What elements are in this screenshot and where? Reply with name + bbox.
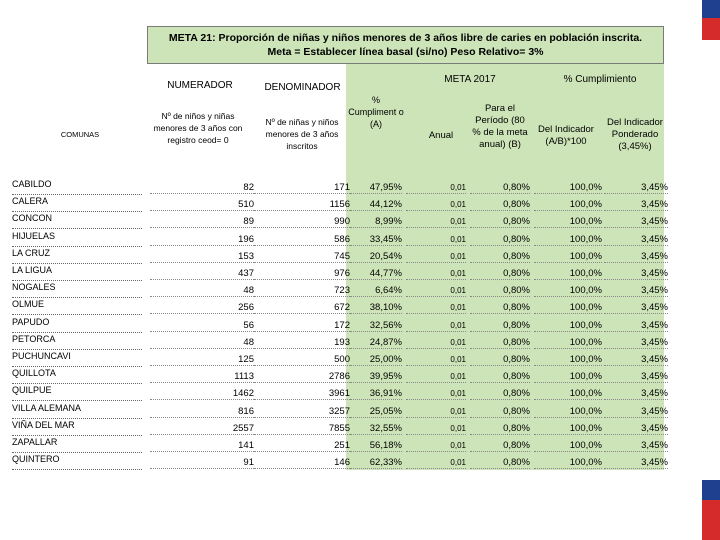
cell-meta-anual: 0,01: [406, 401, 466, 418]
cell-pct-cumplimiento: 20,54%: [350, 246, 402, 263]
cell-denominador: 586: [254, 229, 350, 246]
row-comuna: VILLA ALEMANA: [12, 401, 142, 419]
cell-del-indicador: 100,0%: [534, 315, 602, 332]
flag-red-bottom: [702, 500, 720, 540]
cell-meta-periodo: 0,80%: [470, 211, 530, 228]
cell-denominador: 976: [254, 263, 350, 280]
cell-del-indicador: 100,0%: [534, 452, 602, 469]
cell-del-indicador: 100,0%: [534, 401, 602, 418]
cell-meta-periodo: 0,80%: [470, 349, 530, 366]
row-comuna: QUILPUE: [12, 383, 142, 401]
cell-del-indicador-ponderado: 3,45%: [604, 194, 668, 211]
cell-denominador: 723: [254, 280, 350, 297]
cell-meta-periodo: 0,80%: [470, 229, 530, 246]
cell-pct-cumplimiento: 25,00%: [350, 349, 402, 366]
row-comuna: LA LIGUA: [12, 263, 142, 281]
cell-pct-cumplimiento: 56,18%: [350, 435, 402, 452]
cell-denominador: 3257: [254, 401, 350, 418]
cell-numerador: 816: [150, 401, 254, 418]
cell-pct-cumplimiento: 38,10%: [350, 297, 402, 314]
cell-meta-periodo: 0,80%: [470, 315, 530, 332]
cell-denominador: 172: [254, 315, 350, 332]
cell-meta-anual: 0,01: [406, 315, 466, 332]
cell-pct-cumplimiento: 44,12%: [350, 194, 402, 211]
cell-numerador: 153: [150, 246, 254, 263]
cell-pct-cumplimiento: 39,95%: [350, 366, 402, 383]
row-comuna: QUINTERO: [12, 452, 142, 470]
cell-meta-periodo: 0,80%: [470, 297, 530, 314]
cell-meta-periodo: 0,80%: [470, 263, 530, 280]
row-comuna: PETORCA: [12, 332, 142, 350]
cell-numerador: 2557: [150, 418, 254, 435]
cell-pct-cumplimiento: 25,05%: [350, 401, 402, 418]
cell-pct-cumplimiento: 33,45%: [350, 229, 402, 246]
cell-del-indicador: 100,0%: [534, 177, 602, 194]
cell-meta-periodo: 0,80%: [470, 452, 530, 469]
cell-meta-periodo: 0,80%: [470, 194, 530, 211]
cell-numerador: 48: [150, 332, 254, 349]
cell-del-indicador: 100,0%: [534, 332, 602, 349]
cell-numerador: 125: [150, 349, 254, 366]
cell-meta-anual: 0,01: [406, 297, 466, 314]
cell-meta-anual: 0,01: [406, 332, 466, 349]
row-comuna: CONCON: [12, 211, 142, 229]
cell-meta-periodo: 0,80%: [470, 383, 530, 400]
cell-meta-anual: 0,01: [406, 229, 466, 246]
header-periodo: Para el Período (80 % de la meta anual) (B): [472, 103, 528, 150]
cell-denominador: 193: [254, 332, 350, 349]
table-title: [147, 26, 664, 64]
title-line-2: Meta = Establecer línea basal (si/no) Peso Relativo= 3%: [267, 46, 544, 58]
cell-meta-periodo: 0,80%: [470, 435, 530, 452]
cell-numerador: 89: [150, 211, 254, 228]
cell-numerador: 256: [150, 297, 254, 314]
cell-denominador: 251: [254, 435, 350, 452]
flag-blue-top: [702, 0, 720, 18]
cell-del-indicador-ponderado: 3,45%: [604, 211, 668, 228]
cell-meta-anual: 0,01: [406, 211, 466, 228]
cell-meta-periodo: 0,80%: [470, 280, 530, 297]
cell-del-indicador-ponderado: 3,45%: [604, 349, 668, 366]
cell-pct-cumplimiento: 32,55%: [350, 418, 402, 435]
cell-meta-anual: 0,01: [406, 418, 466, 435]
row-comuna: ZAPALLAR: [12, 435, 142, 453]
cell-del-indicador-ponderado: 3,45%: [604, 452, 668, 469]
cell-denominador: 7855: [254, 418, 350, 435]
row-comuna: OLMUE: [12, 297, 142, 315]
header-cumplimiento: % Cumplimiento: [563, 74, 637, 85]
cell-meta-periodo: 0,80%: [470, 332, 530, 349]
cell-meta-anual: 0,01: [406, 194, 466, 211]
cell-del-indicador-ponderado: 3,45%: [604, 418, 668, 435]
row-comuna: CALERA: [12, 194, 142, 212]
cell-pct-cumplimiento: 32,56%: [350, 315, 402, 332]
cell-meta-periodo: 0,80%: [470, 401, 530, 418]
cell-meta-anual: 0,01: [406, 383, 466, 400]
flag-red-top: [702, 18, 720, 40]
row-comuna: CABILDO: [12, 177, 142, 195]
cell-numerador: 437: [150, 263, 254, 280]
cell-del-indicador: 100,0%: [534, 194, 602, 211]
cell-meta-anual: 0,01: [406, 246, 466, 263]
row-comuna: PUCHUNCAVI: [12, 349, 142, 367]
cell-meta-anual: 0,01: [406, 452, 466, 469]
cell-del-indicador-ponderado: 3,45%: [604, 229, 668, 246]
cell-pct-cumplimiento: 62,33%: [350, 452, 402, 469]
cell-numerador: 1113: [150, 366, 254, 383]
cell-denominador: 171: [254, 177, 350, 194]
cell-denominador: 672: [254, 297, 350, 314]
cell-meta-anual: 0,01: [406, 349, 466, 366]
cell-pct-cumplimiento: 24,87%: [350, 332, 402, 349]
cell-denominador: 3961: [254, 383, 350, 400]
cell-meta-periodo: 0,80%: [470, 366, 530, 383]
header-num-desc: Nº de niños y niñas menores de 3 años con registro ceod= 0: [153, 111, 243, 145]
cell-del-indicador-ponderado: 3,45%: [604, 332, 668, 349]
cell-meta-anual: 0,01: [406, 280, 466, 297]
header-meta: META 2017: [444, 74, 496, 85]
cell-del-indicador: 100,0%: [534, 297, 602, 314]
row-comuna: LA CRUZ: [12, 246, 142, 264]
cell-denominador: 2786: [254, 366, 350, 383]
header-pct: % Cumpliment o (A): [348, 95, 404, 129]
cell-numerador: 1462: [150, 383, 254, 400]
cell-del-indicador-ponderado: 3,45%: [604, 401, 668, 418]
cell-meta-anual: 0,01: [406, 177, 466, 194]
cell-numerador: 56: [150, 315, 254, 332]
header-del-indicador: Del Indicador (A/B)*100: [538, 124, 594, 147]
header-denominador: DENOMINADOR: [264, 82, 341, 93]
cell-pct-cumplimiento: 47,95%: [350, 177, 402, 194]
cell-del-indicador: 100,0%: [534, 229, 602, 246]
cell-numerador: 510: [150, 194, 254, 211]
header-den-desc: Nº de niñas y niños menores de 3 años inscritos: [265, 117, 339, 151]
cell-meta-anual: 0,01: [406, 366, 466, 383]
cell-meta-anual: 0,01: [406, 263, 466, 280]
cell-del-indicador-ponderado: 3,45%: [604, 280, 668, 297]
cell-del-indicador-ponderado: 3,45%: [604, 177, 668, 194]
cell-del-indicador: 100,0%: [534, 349, 602, 366]
cell-del-indicador: 100,0%: [534, 211, 602, 228]
cell-denominador: 500: [254, 349, 350, 366]
cell-numerador: 141: [150, 435, 254, 452]
row-comuna: PAPUDO: [12, 315, 142, 333]
row-comuna: VIÑA DEL MAR: [12, 418, 142, 436]
cell-del-indicador: 100,0%: [534, 246, 602, 263]
cell-numerador: 91: [150, 452, 254, 469]
cell-numerador: 82: [150, 177, 254, 194]
cell-del-indicador: 100,0%: [534, 263, 602, 280]
cell-del-indicador-ponderado: 3,45%: [604, 435, 668, 452]
header-numerador: NUMERADOR: [167, 80, 233, 91]
row-comuna: NOGALES: [12, 280, 142, 298]
cell-del-indicador-ponderado: 3,45%: [604, 246, 668, 263]
cell-del-indicador-ponderado: 3,45%: [604, 315, 668, 332]
cell-numerador: 48: [150, 280, 254, 297]
cell-del-indicador-ponderado: 3,45%: [604, 383, 668, 400]
cell-denominador: 1156: [254, 194, 350, 211]
cell-del-indicador: 100,0%: [534, 383, 602, 400]
cell-denominador: 745: [254, 246, 350, 263]
header-comunas: COMUNAS: [60, 130, 100, 139]
cell-denominador: 990: [254, 211, 350, 228]
header-anual: Anual: [428, 130, 454, 141]
cell-meta-periodo: 0,80%: [470, 418, 530, 435]
cell-numerador: 196: [150, 229, 254, 246]
row-comuna: HIJUELAS: [12, 229, 142, 247]
cell-del-indicador: 100,0%: [534, 280, 602, 297]
cell-meta-anual: 0,01: [406, 435, 466, 452]
cell-meta-periodo: 0,80%: [470, 177, 530, 194]
cell-pct-cumplimiento: 6,64%: [350, 280, 402, 297]
cell-denominador: 146: [254, 452, 350, 469]
cell-del-indicador: 100,0%: [534, 366, 602, 383]
row-comuna: QUILLOTA: [12, 366, 142, 384]
cell-del-indicador-ponderado: 3,45%: [604, 263, 668, 280]
cell-pct-cumplimiento: 8,99%: [350, 211, 402, 228]
cell-del-indicador: 100,0%: [534, 418, 602, 435]
cell-pct-cumplimiento: 44,77%: [350, 263, 402, 280]
flag-blue-bottom: [702, 480, 720, 500]
header-del-indicador-ponderado: Del Indicador Ponderado (3,45%): [607, 117, 663, 152]
cell-del-indicador-ponderado: 3,45%: [604, 366, 668, 383]
cell-pct-cumplimiento: 36,91%: [350, 383, 402, 400]
cell-del-indicador: 100,0%: [534, 435, 602, 452]
title-line-1: META 21: Proporción de niñas y niños menores de 3 años libre de caries en población inscrita.: [168, 32, 643, 44]
cell-del-indicador-ponderado: 3,45%: [604, 297, 668, 314]
cell-meta-periodo: 0,80%: [470, 246, 530, 263]
